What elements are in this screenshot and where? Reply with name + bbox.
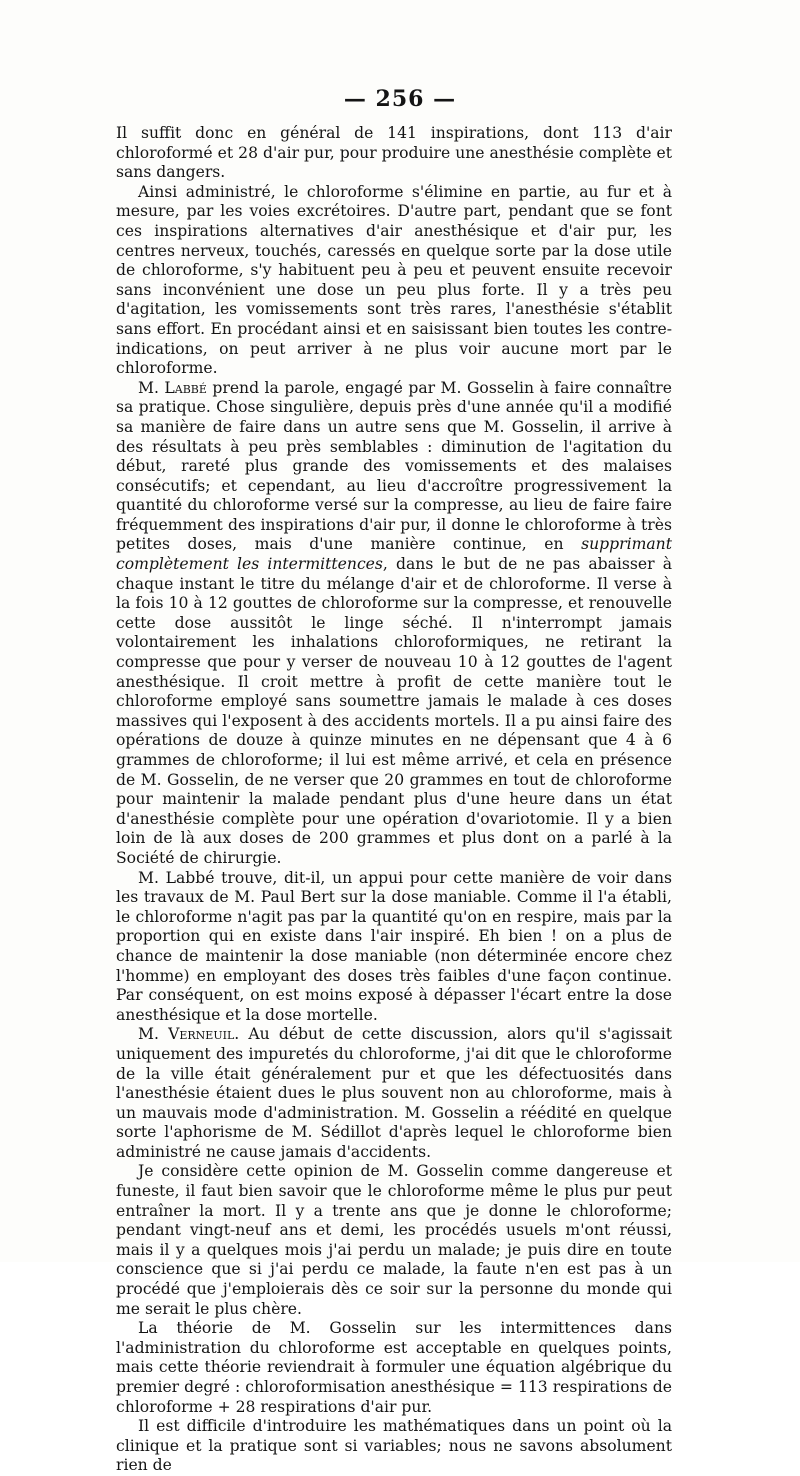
paragraph-text: Ainsi administré, le chloroforme s'élimine en partie, au fur et à mesure, par les voies excrétoires. D'autre part, pendant que se font ces inspirations alternatives d'air anesthésique et d'air pur, les centres nerveux, touchés, caressés en quelque sorte par la dose utile de chloroforme, s'y habituent peu à peu et peuvent ensuite recevoir sans inconvénient une dose un peu plus forte. Il y a très peu d'agitation, les vomissements sont très rares, l'anesthésie s'établit sans effort. En procédant ainsi et en saisissant bien toutes les contre-indications, on peut arriver à ne plus voir aucune mort par le chloroforme. xyxy=(116,182,672,378)
paragraph-text: Au début de cette discussion, alors qu'il s'agissait uniquement des impuretés du chloroforme, j'ai dit que le chloroforme de la ville était généralement pur et que les défectuosités dans l'anesthésie étaient dues le plus souvent non au chloroforme, mais à un mauvais mode d'administration. M. Gosselin a réédité en quelque sorte l'aphorisme de M. Sédillot d'après lequel le chloroforme bien administré ne cause jamais d'accidents. xyxy=(116,1025,672,1161)
emphasized-text: supprimant complètement les intermittences xyxy=(116,535,672,574)
paragraph-8 xyxy=(116,1417,672,1476)
paragraph-3 xyxy=(116,379,672,869)
paragraph-6 xyxy=(116,1162,672,1319)
paragraph-4 xyxy=(116,869,672,1026)
paragraph-1 xyxy=(116,124,672,183)
paragraph-5 xyxy=(116,1025,672,1162)
page-number: — 256 — xyxy=(343,86,457,112)
body-text xyxy=(116,124,672,1476)
paragraph-2 xyxy=(116,183,672,379)
paragraph-text: Il est difficile d'introduire les mathématiques dans un point où la clinique et la pratique sont si variables; nous ne savons absolument rien de xyxy=(116,1417,672,1475)
paragraph-text-continued: , dans le but de ne pas abaisser à chaque instant le titre du mélange d'air et de chloroforme. Il verse à la fois 10 à 12 gouttes de chloroforme sur la compresse, et renouvelle cette dose aussitôt le linge séché. Il n'interrompt jamais volontairement les inhalations chloroformiques, ne retirant la compresse que pour y verser de nouveau 10 à 12 gouttes de l'agent anesthésique. Il croit mettre à profit de cette manière tout le chloroforme employé sans soumettre jamais le malade à ces doses massives qui l'exposent à des accidents mortels. Il a pu ainsi faire des opérations de douze à quinze minutes en ne dépensant que 4 à 6 grammes de chloroforme; il lui est même arrivé, et cela en présence de M. Gosselin, de ne verser que 20 grammes en tout de chloroforme pour maintenir la malade pendant plus d'une heure dans un état d'anesthésie complète pour une opération d'ovariotomie. Il y a bien loin de là aux doses de 200 grammes et plus dont on a parlé à la Société de chirurgie. xyxy=(116,555,672,867)
speaker-name: M. Labbé xyxy=(138,378,207,397)
paragraph-text: La théorie de M. Gosselin sur les intermittences dans l'administration du chloroforme est acceptable en quelques points, mais cette théorie reviendrait à formuler une équation algébrique du premier degré : chloroformisation anesthésique = 113 respirations de chloroforme + 28 respirations d'air pur. xyxy=(116,1319,672,1416)
paragraph-7 xyxy=(116,1319,672,1417)
paragraph-text: Je considère cette opinion de M. Gosselin comme dangereuse et funeste, il faut bien savoir que le chloroforme même le plus pur peut entraîner la mort. Il y a trente ans que je donne le chloroforme; pendant vingt-neuf ans et demi, les procédés usuels m'ont réussi, mais il y a quelques mois j'ai perdu un malade; je puis dire en toute conscience que si j'ai perdu ce malade, la faute n'en est pas à un procédé que j'emploierais dès ce soir sur la personne du monde qui me serait le plus chère. xyxy=(116,1162,672,1318)
paragraph-text: Il suffit donc en général de 141 inspirations, dont 113 d'air chloroformé et 28 d'air pur, pour produire une anesthésie complète et sans dangers. xyxy=(116,124,672,182)
paragraph-text: prend la parole, engagé par M. Gosselin à faire connaître sa pratique. Chose singulière, depuis près d'une année qu'il a modifié sa manière de faire dans un autre sens que M. Gosselin, il arrive à des résultats à peu près semblables : diminution de l'agitation du début, rareté plus grande des vomissements et des malaises consécutifs; et cependant, au lieu d'accroître progressivement la quantité du chloroforme versé sur la compresse, au lieu de faire faire fréquemment des inspirations d'air pur, il donne le chloroforme à très petites doses, mais d'une manière continue, en xyxy=(116,378,672,554)
paragraph-text: M. Labbé trouve, dit-il, un appui pour cette manière de voir dans les travaux de M. Paul Bert sur la dose maniable. Comme il l'a établi, le chloroforme n'agit pas par la quantité qu'on en respire, mais par la proportion qui en existe dans l'air inspiré. Eh bien ! on a plus de chance de maintenir la dose maniable (non déterminée encore chez l'homme) en employant des doses très faibles d'une façon continue. Par conséquent, on est moins exposé à dépasser l'écart entre la dose anesthésique et la dose mortelle. xyxy=(116,868,672,1024)
speaker-name: M. Verneuil. xyxy=(138,1025,240,1044)
